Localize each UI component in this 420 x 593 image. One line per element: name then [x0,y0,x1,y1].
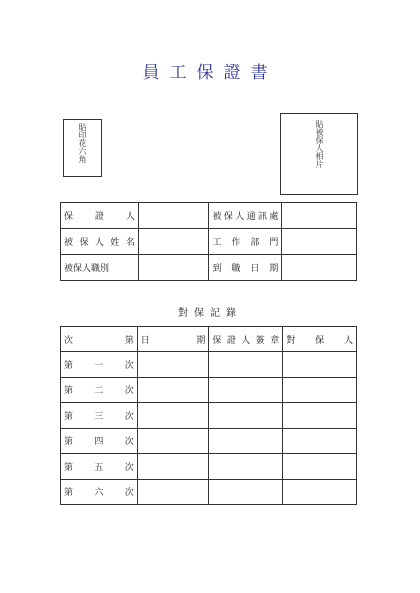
record-cell[interactable] [283,428,357,454]
record-cell[interactable] [137,377,209,403]
header-sequence: 次 第 [61,327,138,352]
photo-box-label: 貼被保人相片 [315,120,324,168]
table-row [61,428,357,454]
value-insured-position[interactable] [138,255,209,281]
record-sequence-cell: 第 六 次 [61,479,138,505]
table-row [61,377,357,403]
header-verifier: 對 保 人 [283,327,357,352]
record-cell[interactable] [137,352,209,378]
page-title: 員工保證書 [142,63,278,83]
record-sequence-cell: 第 四 次 [61,428,138,454]
record-sequence-cell: 第 三 次 [61,403,138,429]
info-table [60,202,357,281]
label-guarantor: 保 證 人 [61,203,139,229]
record-header-row [61,327,357,352]
record-sequence-cell: 第 一 次 [61,352,138,378]
value-insured-name[interactable] [138,229,209,255]
table-row [61,352,357,378]
header-date: 日 期 [137,327,209,352]
table-row [61,454,357,480]
record-cell[interactable] [283,377,357,403]
record-cell[interactable] [209,428,283,454]
table-row [61,479,357,505]
label-insured-name: 被 保 人 姓 名 [61,229,139,255]
label-department: 工 作 部 門 [209,229,282,255]
record-cell[interactable] [209,377,283,403]
value-department[interactable] [282,229,357,255]
header-guarantor-seal: 保 證 人 簽 章 [209,327,283,352]
record-cell[interactable] [283,479,357,505]
record-cell[interactable] [137,479,209,505]
info-row [61,229,357,255]
record-cell[interactable] [283,352,357,378]
record-sequence-cell: 第 二 次 [61,377,138,403]
value-start-date[interactable] [282,255,357,281]
record-section-title: 對保記錄 [178,308,242,319]
record-cell[interactable] [137,454,209,480]
label-start-date: 到 職 日 期 [209,255,282,281]
record-table [60,326,357,505]
info-row [61,255,357,281]
record-cell[interactable] [137,428,209,454]
table-row [61,403,357,429]
stamp-box-label: 貼印花六角 [78,123,87,163]
label-insured-address: 被 保 人 通 訊 處 [209,203,282,229]
value-guarantor[interactable] [138,203,209,229]
record-cell[interactable] [137,403,209,429]
record-cell[interactable] [209,352,283,378]
record-cell[interactable] [209,454,283,480]
record-cell[interactable] [209,479,283,505]
record-cell[interactable] [283,454,357,480]
value-insured-address[interactable] [282,203,357,229]
record-cell[interactable] [283,403,357,429]
record-sequence-cell: 第 五 次 [61,454,138,480]
record-cell[interactable] [209,403,283,429]
info-row [61,203,357,229]
label-insured-position: 被保人職別 [61,255,139,281]
